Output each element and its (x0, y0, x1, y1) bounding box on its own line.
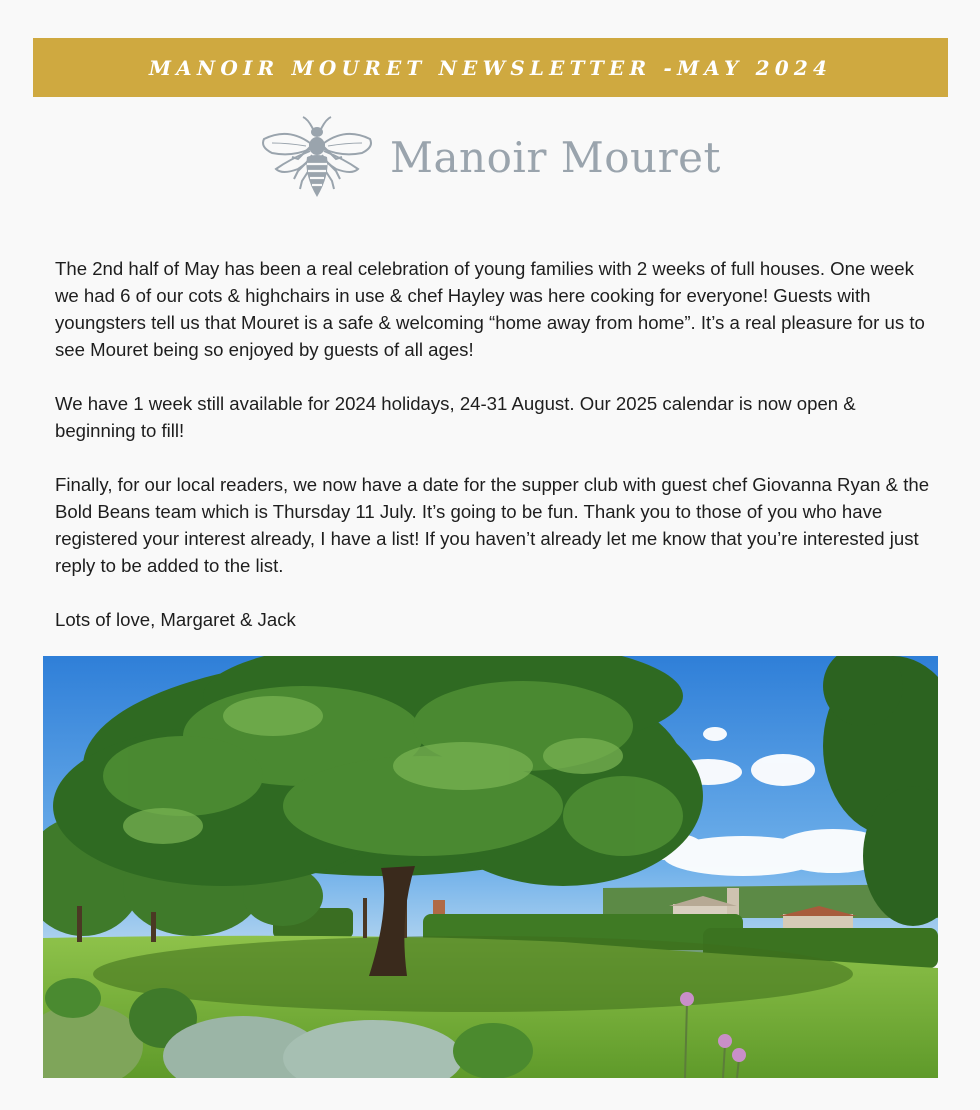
garden-photo (43, 656, 938, 1078)
paragraph-availability: We have 1 week still available for 2024 holidays, 24-31 August. Our 2025 calendar is now open & beginning to fill! (55, 393, 856, 441)
bee-icon (258, 113, 376, 201)
signoff: Lots of love, Margaret & Jack (55, 609, 296, 630)
paragraph-supper-club: Finally, for our local readers, we now have a date for the supper club with guest chef Giovanna Ryan & the Bold Beans team which is Thursday 11 July. It’s going to be fun. Thank you to those of you who have registered your interest already, I have a list! If you haven’t already let me know that you’re interested just reply to be added to the list. (55, 474, 930, 576)
newsletter-body (55, 255, 935, 660)
paragraph-families: The 2nd half of May has been a real celebration of young families with 2 weeks of full houses. One week we had 6 of our cots & highchairs in use & chef Hayley was here cooking for everyone! Guests with youngsters tell us that Mouret is a safe & welcoming “home away from home”. It’s a real pleasure for us to see Mouret being so enjoyed by guests of all ages! (55, 258, 925, 360)
newsletter-banner (33, 38, 948, 97)
manoir-mouret-logo (258, 112, 728, 202)
logo-wordmark: Manoir Mouret (390, 132, 721, 182)
banner-title: MANOIR MOURET NEWSLETTER -MAY 2024 (148, 55, 833, 80)
